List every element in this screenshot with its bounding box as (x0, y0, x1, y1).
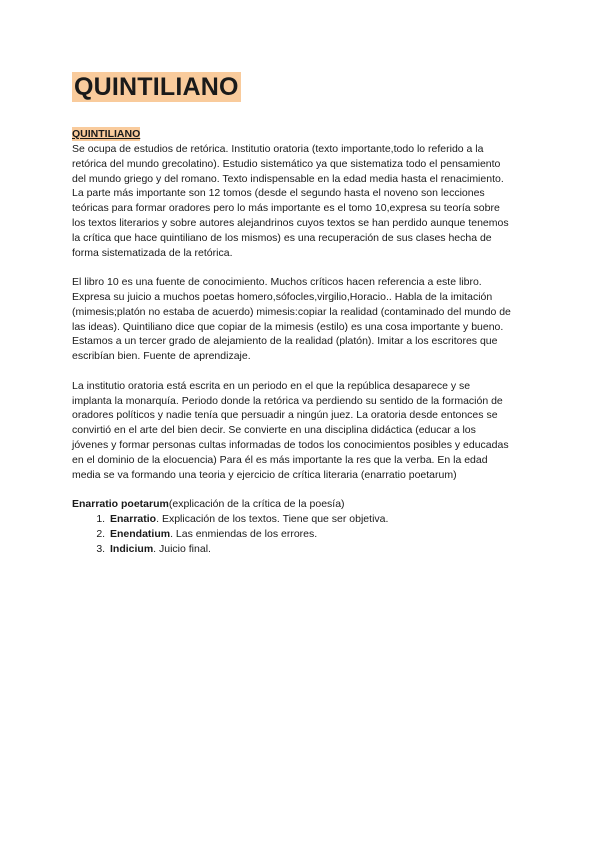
list-item-text: . Explicación de los textos. Tiene que ser objetiva. (156, 512, 389, 525)
enarratio-list (72, 512, 512, 556)
list-item-term: Indicium (110, 542, 154, 555)
document-body (72, 124, 512, 556)
page-title: QUINTILIANO (74, 73, 239, 101)
enarratio-term: Enarratio poetarum (72, 498, 169, 511)
enarratio-heading (72, 497, 512, 512)
paragraph-2: El libro 10 es una fuente de conocimiento. Muchos críticos hacen referencia a este libro. Expresa su juicio a muchos poetas homero,sófocles,virgilio,Horacio.. Habla de la imitación (mimesis;platón no estaba de acuerdo) mimesis:copiar la realidad (contaminado del mundo de las ideas). Quintiliano dice que copiar de la mimesis (estilo) es una cosa importante y bueno. Estamos a un tercer grado de alejamiento de la realidad (platón). Imitar a los escritores que escribían bien. Fuente de aprendizaje. (72, 276, 511, 363)
list-item-term: Enendatium (110, 527, 171, 540)
list-item (108, 542, 512, 557)
list-item-text: . Las enmiendas de los errores. (170, 527, 318, 540)
title-block (72, 72, 241, 102)
paragraph-3: La institutio oratoria está escrita en un periodo en el que la república desaparece y se implanta la monarquía. Periodo donde la retórica va perdiendo su sentido de la formación de oradores políticos y nadie tenía que persuadir a ningún juez. La oratoria desde entonces se convirtió en el arte del bien decir. Se convierte en una disciplina didáctica (educar a los jóvenes y formar personas cultas informadas de todos los conocimientos posibles y educadas en el dominio de la elocuencia) Para él es más importante la res que la verba. En la edad media se va formando una teoria y ejercicio de crítica literaria (enarratio poetarum) (72, 379, 509, 481)
section-heading: QUINTILIANO (72, 128, 141, 140)
enarratio-description: (explicación de la crítica de la poesía) (168, 498, 345, 511)
list-item-text: . Juicio final. (153, 542, 211, 555)
paragraph-1: Se ocupa de estudios de retórica. Institutio oratoria (texto importante,todo lo referido a la retórica del mundo grecolatino). Estudio sistemático ya que sistematiza todo el pensamiento del mundo griego y del romano. Texto indispensable en la edad media hasta el renacimiento. La parte más importante son 12 tomos (desde el segundo hasta el noveno son lecciones teóricas para formar oradores pero lo más importante es el tomo 10,expresa su teoría sobre los textos literarios y sobre autores alejandrinos cuyos textos se han perdido aunque tenemos la crítica que hace quintiliano de los mismos) es una recuperación de sus clases hecha de forma sistematizada de la retórica. (72, 143, 509, 259)
list-item-term: Enarratio (110, 512, 157, 525)
list-item (108, 512, 512, 527)
section-heading-wrap (72, 124, 512, 142)
list-item (108, 527, 512, 542)
